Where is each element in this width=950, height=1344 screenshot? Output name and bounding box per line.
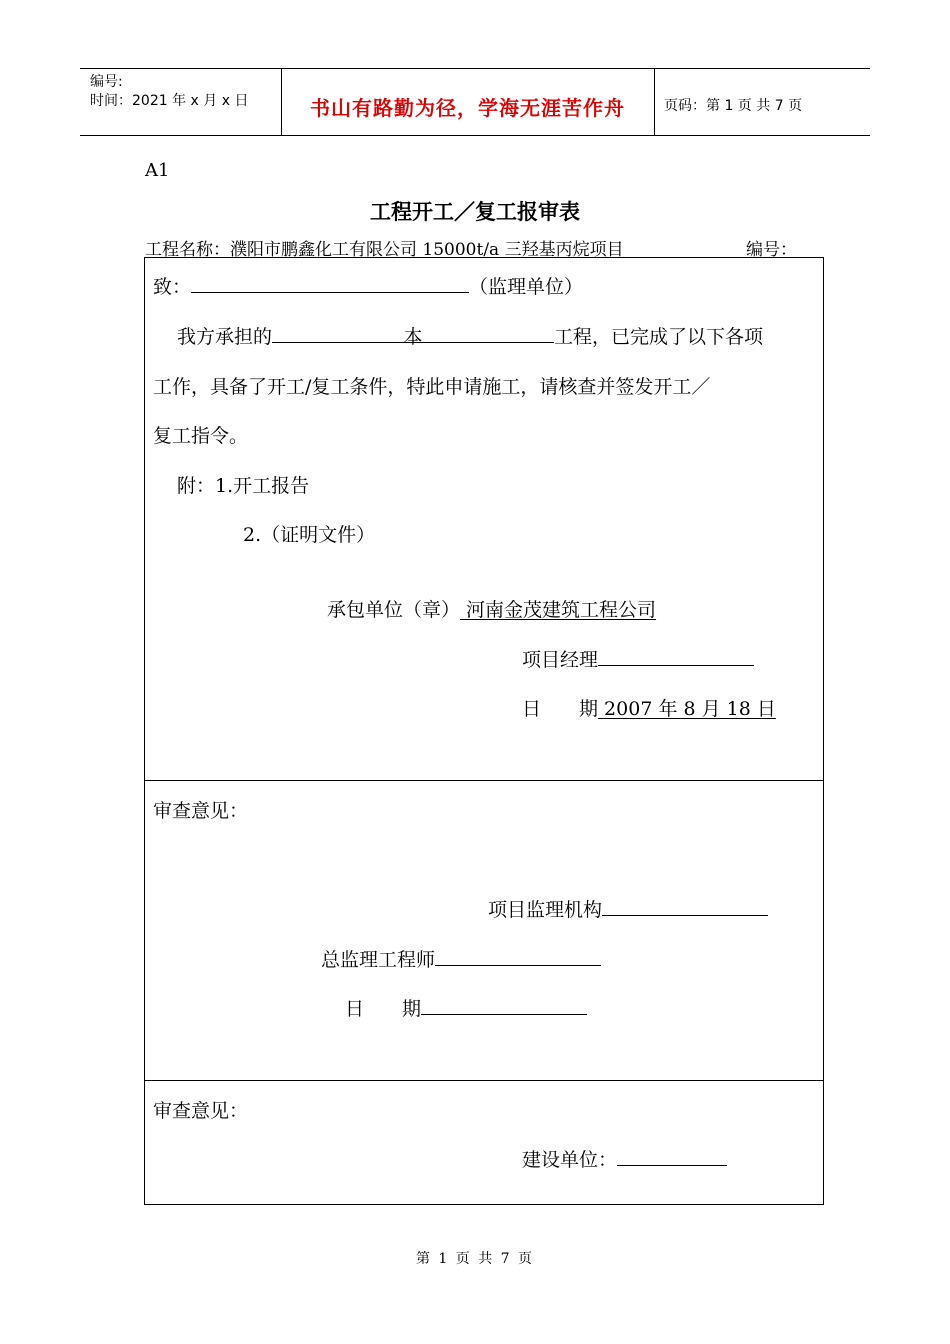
chief-engineer-label: 总监理工程师 — [321, 949, 436, 971]
owner-label: 建设单位： — [522, 1149, 618, 1171]
attachment-2: 2.（证明文件） — [243, 524, 376, 546]
page-footer: 第 1 页 共 7 页 — [415, 1251, 535, 1267]
doc-number-label: 编号： — [746, 240, 797, 260]
para-prefix: 我方承担的 — [177, 326, 273, 348]
supervision-org-label: 项目监理机构 — [488, 899, 603, 921]
section-divider-2 — [144, 1080, 824, 1081]
para-line-2: 工作，具备了开工/复工条件，特此申请施工，请核查并签发开工／ — [153, 376, 711, 398]
contractor-label: 承包单位（章） — [327, 599, 461, 621]
header-motto: 书山有路勤为径，学海无涯苦作舟 — [310, 96, 625, 120]
doc-code: A1 — [145, 160, 170, 181]
review-label-2: 审查意见： — [153, 1100, 249, 1122]
date-line-2 — [345, 994, 587, 1021]
contractor-line — [327, 595, 656, 622]
manager-signature-field[interactable] — [598, 645, 754, 666]
project-field[interactable] — [272, 322, 554, 348]
header-bottom-rule — [80, 135, 870, 136]
header-divider-right — [654, 68, 655, 135]
to-suffix: （监理单位） — [469, 276, 584, 298]
header-time-label: 时间：2021 年 x 月 x 日 — [90, 93, 249, 109]
supervision-org-field[interactable] — [602, 895, 768, 916]
attachment-1: 附：1.开工报告 — [177, 475, 310, 497]
manager-line — [522, 645, 754, 672]
supervisor-unit-field[interactable] — [191, 272, 469, 293]
chief-engineer-line — [321, 945, 601, 972]
date-line-1 — [522, 694, 776, 721]
owner-field[interactable] — [617, 1145, 727, 1166]
section-divider-1 — [144, 780, 824, 781]
project-name: 工程名称：濮阳市鹏鑫化工有限公司 15000t/a 三羟基丙烷项目 — [145, 240, 624, 260]
contractor-value: 河南金茂建筑工程公司 — [460, 599, 657, 621]
doc-title: 工程开工／复工报审表 — [370, 200, 580, 224]
header-top-rule — [80, 68, 870, 69]
to-line — [153, 272, 583, 299]
project-value: 本 — [403, 326, 423, 348]
date-label-1: 日 期 — [522, 698, 599, 720]
supervision-org-line — [488, 895, 768, 922]
manager-label: 项目经理 — [522, 649, 599, 671]
header-page-label: 页码：第 1 页 共 7 页 — [664, 98, 803, 114]
header-serial-label: 编号: — [90, 74, 123, 90]
date-label-2: 日 期 — [345, 998, 422, 1020]
chief-engineer-field[interactable] — [435, 945, 601, 966]
para-suffix: 工程，已完成了以下各项 — [554, 326, 764, 348]
para-line-1 — [177, 322, 763, 349]
date-field-2[interactable] — [421, 994, 587, 1015]
owner-line — [522, 1145, 727, 1172]
date-value-1: 2007 年 8 月 18 日 — [598, 698, 776, 720]
para-line-3: 复工指令。 — [153, 425, 249, 447]
form-table — [144, 257, 824, 1205]
review-label-1: 审查意见： — [153, 800, 249, 822]
to-prefix: 致： — [153, 276, 192, 298]
